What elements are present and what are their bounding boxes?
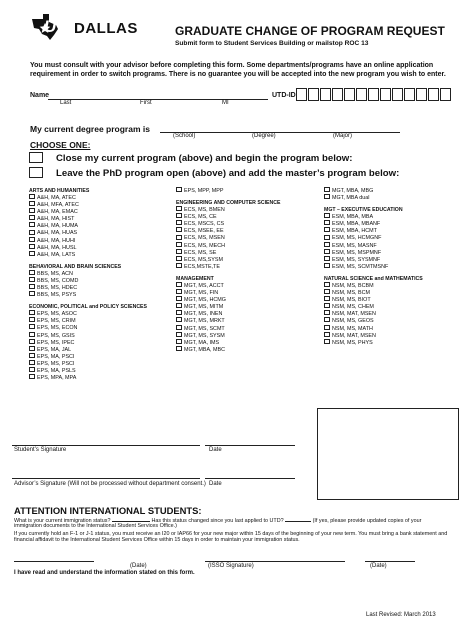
intl-date2-label: (Date) — [370, 563, 387, 569]
program-option-label: A&H, MFA, ATEC — [37, 202, 79, 209]
first-label: First — [140, 100, 152, 106]
program-group — [324, 207, 454, 271]
program-option[interactable] — [324, 283, 454, 290]
program-option-label: MGT, MS, ACCT — [184, 282, 224, 289]
option2-checkbox[interactable] — [29, 167, 43, 178]
program-option-label: NSM, MS, BCBM — [332, 282, 374, 289]
program-checkbox[interactable] — [324, 289, 330, 294]
option2-label: Leave the PhD program open (above) and add the master’s program below: — [56, 168, 400, 179]
current-program-label: My current degree program is — [30, 124, 150, 134]
program-option[interactable] — [176, 264, 294, 271]
program-option[interactable] — [176, 250, 294, 257]
program-option-label: EPS, MS, GSIS — [37, 332, 75, 339]
program-group-heading: MGT – EXECUTIVE EDUCATION — [324, 207, 403, 214]
program-option-label: ECS, MS, CE — [184, 214, 217, 221]
program-option-label: EPS, MPP, MPP — [184, 188, 224, 194]
program-group-heading: BEHAVIORAL AND BRAIN SCIENCES — [29, 263, 122, 270]
program-checkbox[interactable] — [176, 249, 182, 254]
program-option-label: A&H, MA, HIST — [37, 216, 75, 223]
program-checkbox[interactable] — [176, 339, 182, 344]
program-checkbox[interactable] — [29, 360, 35, 365]
program-checkbox[interactable] — [29, 346, 35, 351]
program-checkbox[interactable] — [324, 282, 330, 287]
program-checkbox[interactable] — [29, 374, 35, 379]
school-label: (School) — [173, 133, 196, 139]
program-checkbox[interactable] — [29, 270, 35, 275]
program-option[interactable] — [29, 209, 147, 216]
program-option-label: MGT, MS, HCMG — [184, 297, 226, 304]
intl-paragraph: If you currently hold an F-1 or J-1 status, you must receive an I20 or IAP66 for your new major within 15 days of the beginning of your new term. You must bring a bank statement and financial affidavit to the International Student Services Office within 15 days in order to maintain your immigration status. — [14, 531, 448, 544]
program-option[interactable] — [324, 188, 454, 195]
program-option[interactable] — [176, 340, 294, 347]
form-title: GRADUATE CHANGE OF PROGRAM REQUEST — [175, 24, 445, 38]
program-checkbox[interactable] — [29, 317, 35, 322]
advisor-date-label: Date — [209, 481, 222, 487]
program-option-label: A&H, MA, LATS — [37, 251, 76, 258]
program-option[interactable] — [29, 292, 147, 299]
advisor-signature-label: Advisor’s Signature (Will not be processed without department consent.) — [14, 481, 206, 487]
program-checkbox[interactable] — [176, 310, 182, 315]
program-checkbox[interactable] — [29, 201, 35, 206]
program-option-label: MGT, MS, MITM — [184, 304, 224, 311]
advisor-date-line[interactable] — [205, 478, 295, 479]
program-group — [29, 264, 147, 299]
program-option[interactable] — [176, 235, 294, 242]
program-option-label: NSM, MS, GEOS — [332, 318, 374, 325]
program-checkbox[interactable] — [176, 346, 182, 351]
program-option-label: NSM, MS, CHEM — [332, 304, 374, 311]
program-checkbox[interactable] — [176, 220, 182, 225]
program-checkbox[interactable] — [29, 215, 35, 220]
program-option[interactable] — [324, 235, 454, 242]
program-option-label: A&H, MA, ATEC — [37, 195, 76, 201]
program-option-label: EPS, MS, ECON — [37, 325, 78, 332]
program-group-heading: ARTS AND HUMANITIES — [29, 188, 90, 194]
program-option[interactable] — [176, 207, 294, 214]
program-checkbox[interactable] — [29, 291, 35, 296]
program-option-label: EPS, MA, PSLS — [37, 367, 76, 374]
utd-id-label: UTD-ID — [272, 92, 296, 99]
program-option-label: MGT, MBA, MBC — [184, 346, 226, 353]
intro-text: You must consult with your advisor before completing this form. Some departments/programs have an online application requirement in order to switch programs. There is no guarantee you will be accepted into the new program you wish to enter. — [30, 62, 446, 78]
program-group — [176, 188, 294, 195]
program-option-label: A&H, MA, HUHI — [37, 237, 76, 244]
program-option[interactable] — [176, 214, 294, 221]
program-option[interactable] — [176, 188, 294, 195]
program-option[interactable] — [324, 257, 454, 264]
program-group-heading: NATURAL SCIENCE and MATHEMATICS — [324, 275, 423, 282]
program-checkbox[interactable] — [324, 303, 330, 308]
program-checkbox[interactable] — [176, 213, 182, 218]
program-checkbox[interactable] — [29, 230, 35, 235]
program-option-label: MGT, MA, IMS — [184, 339, 220, 346]
option1-label: Close my current program (above) and begin the program below: — [56, 153, 353, 164]
student-signature-line[interactable] — [12, 445, 200, 446]
last-revised: Last Revised: March 2013 — [366, 612, 436, 618]
program-checkbox[interactable] — [324, 310, 330, 315]
program-option-label: EPS, MA, JAL — [37, 346, 72, 353]
program-option-label: ESM, MBA, MBA — [332, 214, 374, 221]
program-column-3 — [324, 188, 454, 347]
logo-dallas: DALLAS — [74, 20, 138, 37]
program-option-label: ECS, MS, BMEN — [184, 207, 225, 214]
program-option[interactable] — [29, 318, 147, 325]
program-option-label: NSM, MS, MATH — [332, 325, 373, 332]
program-checkbox[interactable] — [29, 251, 35, 256]
intl-q1-status: What is your current immigration status? — [14, 518, 111, 524]
program-option-label: A&H, MA, HUAS — [37, 230, 78, 237]
program-option[interactable] — [176, 311, 294, 318]
program-checkbox[interactable] — [176, 317, 182, 322]
program-checkbox[interactable] — [324, 235, 330, 240]
program-option[interactable] — [29, 368, 147, 375]
program-option[interactable] — [324, 304, 454, 311]
program-option-label: BBS, MS, ACN — [37, 270, 73, 277]
program-checkbox[interactable] — [29, 324, 35, 329]
program-option[interactable] — [29, 238, 147, 245]
program-checkbox[interactable] — [29, 339, 35, 344]
program-checkbox[interactable] — [29, 353, 35, 358]
program-option-label: A&H, MA, HUMA — [37, 223, 79, 230]
program-checkbox[interactable] — [324, 187, 330, 192]
program-checkbox[interactable] — [324, 339, 330, 344]
program-option[interactable] — [324, 311, 454, 318]
program-group-heading: ENGINEERING AND COMPUTER SCIENCE — [176, 200, 281, 207]
program-column-2 — [176, 188, 294, 354]
program-option[interactable] — [324, 340, 454, 347]
program-column-1 — [29, 188, 147, 382]
program-option-label: ESM, MS, MASNF — [332, 242, 377, 249]
program-checkbox[interactable] — [176, 282, 182, 287]
program-option[interactable] — [29, 278, 147, 285]
program-option[interactable] — [324, 214, 454, 221]
option1-checkbox[interactable] — [29, 152, 43, 163]
program-group — [176, 276, 294, 354]
program-option[interactable] — [29, 340, 147, 347]
intl-q1-changed: Has this status changed since you last applied to UTD? — [151, 518, 284, 524]
name-label: Name — [30, 92, 50, 99]
logo-ut: UT — [44, 17, 67, 36]
program-option[interactable] — [29, 202, 147, 209]
program-checkbox[interactable] — [324, 332, 330, 337]
program-option-label: MGT, MS, SYSM — [184, 332, 225, 339]
program-option[interactable] — [29, 285, 147, 292]
program-option[interactable] — [176, 326, 294, 333]
program-checkbox[interactable] — [29, 194, 35, 199]
program-checkbox[interactable] — [324, 249, 330, 254]
program-option[interactable] — [176, 283, 294, 290]
name-field[interactable] — [48, 99, 268, 100]
program-option[interactable] — [29, 311, 147, 318]
program-option[interactable] — [176, 228, 294, 235]
program-option[interactable] — [324, 195, 454, 202]
program-option-label: ESM, MS, SCMTMSNF — [332, 263, 389, 270]
program-option[interactable] — [176, 243, 294, 250]
form-subtitle: Submit form to Student Services Building or mailstop ROC 13 — [175, 40, 369, 47]
program-option[interactable] — [29, 271, 147, 278]
program-checkbox[interactable] — [324, 242, 330, 247]
program-group-heading: MANAGEMENT — [176, 275, 214, 282]
program-option[interactable] — [176, 347, 294, 354]
program-option[interactable] — [176, 297, 294, 304]
program-option-label: NSM, MAT, MSEN — [332, 332, 376, 339]
program-group — [29, 304, 147, 382]
advisor-signature-line[interactable] — [12, 478, 200, 479]
program-checkbox[interactable] — [324, 194, 330, 199]
program-checkbox[interactable] — [176, 332, 182, 337]
program-option[interactable] — [324, 297, 454, 304]
program-option-label: NSM, MS, PHYS — [332, 339, 373, 346]
program-option[interactable] — [324, 228, 454, 235]
program-option-label: A&H, MA, EMAC — [37, 209, 78, 216]
program-option[interactable] — [176, 304, 294, 311]
program-option[interactable] — [29, 347, 147, 354]
program-checkbox[interactable] — [29, 310, 35, 315]
program-option[interactable] — [29, 223, 147, 230]
program-option[interactable] — [29, 195, 147, 202]
program-option[interactable] — [29, 216, 147, 223]
program-option[interactable] — [29, 354, 147, 361]
program-checkbox[interactable] — [176, 325, 182, 330]
program-checkbox[interactable] — [176, 256, 182, 261]
program-option-label: BBS, MS, COMD — [37, 277, 79, 284]
program-group-heading: ECONOMIC, POLITICAL and POLICY SCIENCES — [29, 304, 147, 311]
intl-q1-ifyes: (If yes, please provide updated copies of your — [312, 518, 422, 524]
program-checkbox[interactable] — [176, 289, 182, 294]
program-option[interactable] — [176, 290, 294, 297]
program-option-label: ESM, MS, SYSMNF — [332, 256, 381, 263]
program-option-label: NSM, MAT, MSEN — [332, 311, 376, 318]
program-option[interactable] — [324, 250, 454, 257]
program-option[interactable] — [29, 361, 147, 368]
program-checkbox[interactable] — [29, 237, 35, 242]
major-label: (Major) — [333, 133, 352, 139]
program-option-label: EPS, MS, PSCI — [37, 360, 75, 367]
program-option-label: ECS, MS,SYSM — [184, 256, 223, 263]
program-checkbox[interactable] — [176, 242, 182, 247]
program-checkbox[interactable] — [324, 296, 330, 301]
program-option-label: ECS, MS, MECH — [184, 242, 226, 249]
program-option-label: MGT, MS, FIN — [184, 290, 219, 297]
program-checkbox[interactable] — [176, 296, 182, 301]
program-option[interactable] — [324, 290, 454, 297]
program-option[interactable] — [324, 243, 454, 250]
isso-signature-label: (ISSO Signature) — [208, 563, 254, 569]
program-option-label: BBS, MS, HDEC — [37, 285, 78, 292]
program-option[interactable] — [29, 245, 147, 252]
program-option-label: NSM, MS, BCM — [332, 290, 371, 297]
program-option-label: EPS, MS, IPEC — [37, 339, 75, 346]
student-date-label: Date — [209, 447, 222, 453]
program-checkbox[interactable] — [176, 235, 182, 240]
program-checkbox[interactable] — [176, 206, 182, 211]
program-checkbox[interactable] — [324, 213, 330, 218]
program-checkbox[interactable] — [176, 187, 182, 192]
current-program-field[interactable] — [160, 132, 400, 133]
program-checkbox[interactable] — [29, 284, 35, 289]
degree-label: (Degree) — [252, 133, 276, 139]
program-checkbox[interactable] — [29, 222, 35, 227]
intl-heading: ATTENTION INTERNATIONAL STUDENTS: — [14, 505, 202, 516]
program-option-label: MGT, MBA dual — [332, 195, 370, 202]
program-option[interactable] — [29, 230, 147, 237]
intl-status-field[interactable] — [112, 516, 150, 522]
program-option-label: MGT, MS, SCMT — [184, 325, 225, 332]
program-option-label: ESM, MBA, HCMT — [332, 228, 377, 235]
student-signature-label: Student’s Signature — [14, 447, 67, 453]
program-checkbox[interactable] — [176, 303, 182, 308]
program-option[interactable] — [29, 325, 147, 332]
student-date-line[interactable] — [205, 445, 295, 446]
utd-id-field[interactable] — [295, 88, 451, 106]
program-option-label: MGT, MS, INEN — [184, 311, 223, 318]
program-checkbox[interactable] — [324, 256, 330, 261]
program-option[interactable] — [176, 257, 294, 264]
program-checkbox[interactable] — [29, 244, 35, 249]
program-option[interactable] — [29, 375, 147, 382]
last-label: Last — [60, 100, 72, 106]
program-option-label: ECS, MS, SE — [184, 249, 217, 256]
program-group — [176, 200, 294, 271]
program-option-label: EPS, MS, ASOC — [37, 311, 77, 318]
program-group — [324, 276, 454, 347]
program-checkbox[interactable] — [176, 263, 182, 268]
intl-ack: I have read and understand the information stated on this form. — [14, 570, 195, 576]
program-option[interactable] — [176, 333, 294, 340]
intl-date-line[interactable] — [14, 561, 94, 562]
choose-one-label: CHOOSE ONE: — [30, 140, 91, 150]
program-option-label: EPS, MPA, MPA — [37, 375, 77, 382]
program-checkbox[interactable] — [176, 227, 182, 232]
intl-q1-docs: immigration documents to the International Student Services Office.) — [14, 523, 177, 529]
intl-date-label: (Date) — [130, 563, 147, 569]
program-option[interactable] — [324, 318, 454, 325]
program-option-label: ECS, MS, MSEN — [184, 235, 225, 242]
program-option[interactable] — [176, 221, 294, 228]
program-option[interactable] — [324, 333, 454, 340]
program-option[interactable] — [29, 252, 147, 259]
program-option-label: ECS, MSEE, EE — [184, 228, 224, 235]
program-option-label: MGT, MBA, MBG — [332, 188, 374, 194]
program-option-label: ESM, MS, MSPMNF — [332, 249, 382, 256]
program-option[interactable] — [324, 326, 454, 333]
program-option[interactable] — [324, 221, 454, 228]
program-checkbox[interactable] — [29, 277, 35, 282]
program-option-label: ESM, MBA, MBANF — [332, 221, 381, 228]
program-checkbox[interactable] — [324, 220, 330, 225]
program-checkbox[interactable] — [324, 227, 330, 232]
intl-date2-line[interactable] — [365, 561, 415, 562]
program-option-label: EPS, MS, CRIM — [37, 318, 76, 325]
program-option-label: NSM, MS, BIOT — [332, 297, 371, 304]
program-option-label: MGT, MS, MRKT — [184, 318, 225, 325]
intl-changed-field[interactable] — [285, 516, 311, 522]
program-option-label: BBS, MS, PSYS — [37, 292, 77, 299]
office-use-box — [317, 408, 459, 500]
program-option-label: ECS, MSCS, CS — [184, 221, 225, 228]
utd-logo — [30, 13, 137, 41]
program-checkbox[interactable] — [29, 367, 35, 372]
program-checkbox[interactable] — [29, 208, 35, 213]
program-group — [324, 188, 454, 202]
program-option-label: EPS, MA, PSCI — [37, 353, 75, 360]
program-option[interactable] — [324, 264, 454, 271]
program-option-label: ECS,MSTE,TE — [184, 263, 220, 270]
program-checkbox[interactable] — [324, 263, 330, 268]
mi-label: MI — [222, 100, 229, 106]
isso-signature-line[interactable] — [205, 561, 345, 562]
program-option[interactable] — [29, 333, 147, 340]
program-option[interactable] — [176, 318, 294, 325]
program-checkbox[interactable] — [29, 332, 35, 337]
program-option-label: ESM, MS, HCMGNF — [332, 235, 382, 242]
program-checkbox[interactable] — [324, 317, 330, 322]
program-group — [29, 188, 147, 259]
program-checkbox[interactable] — [324, 325, 330, 330]
program-option-label: A&H, MA, HUSL — [37, 244, 77, 251]
